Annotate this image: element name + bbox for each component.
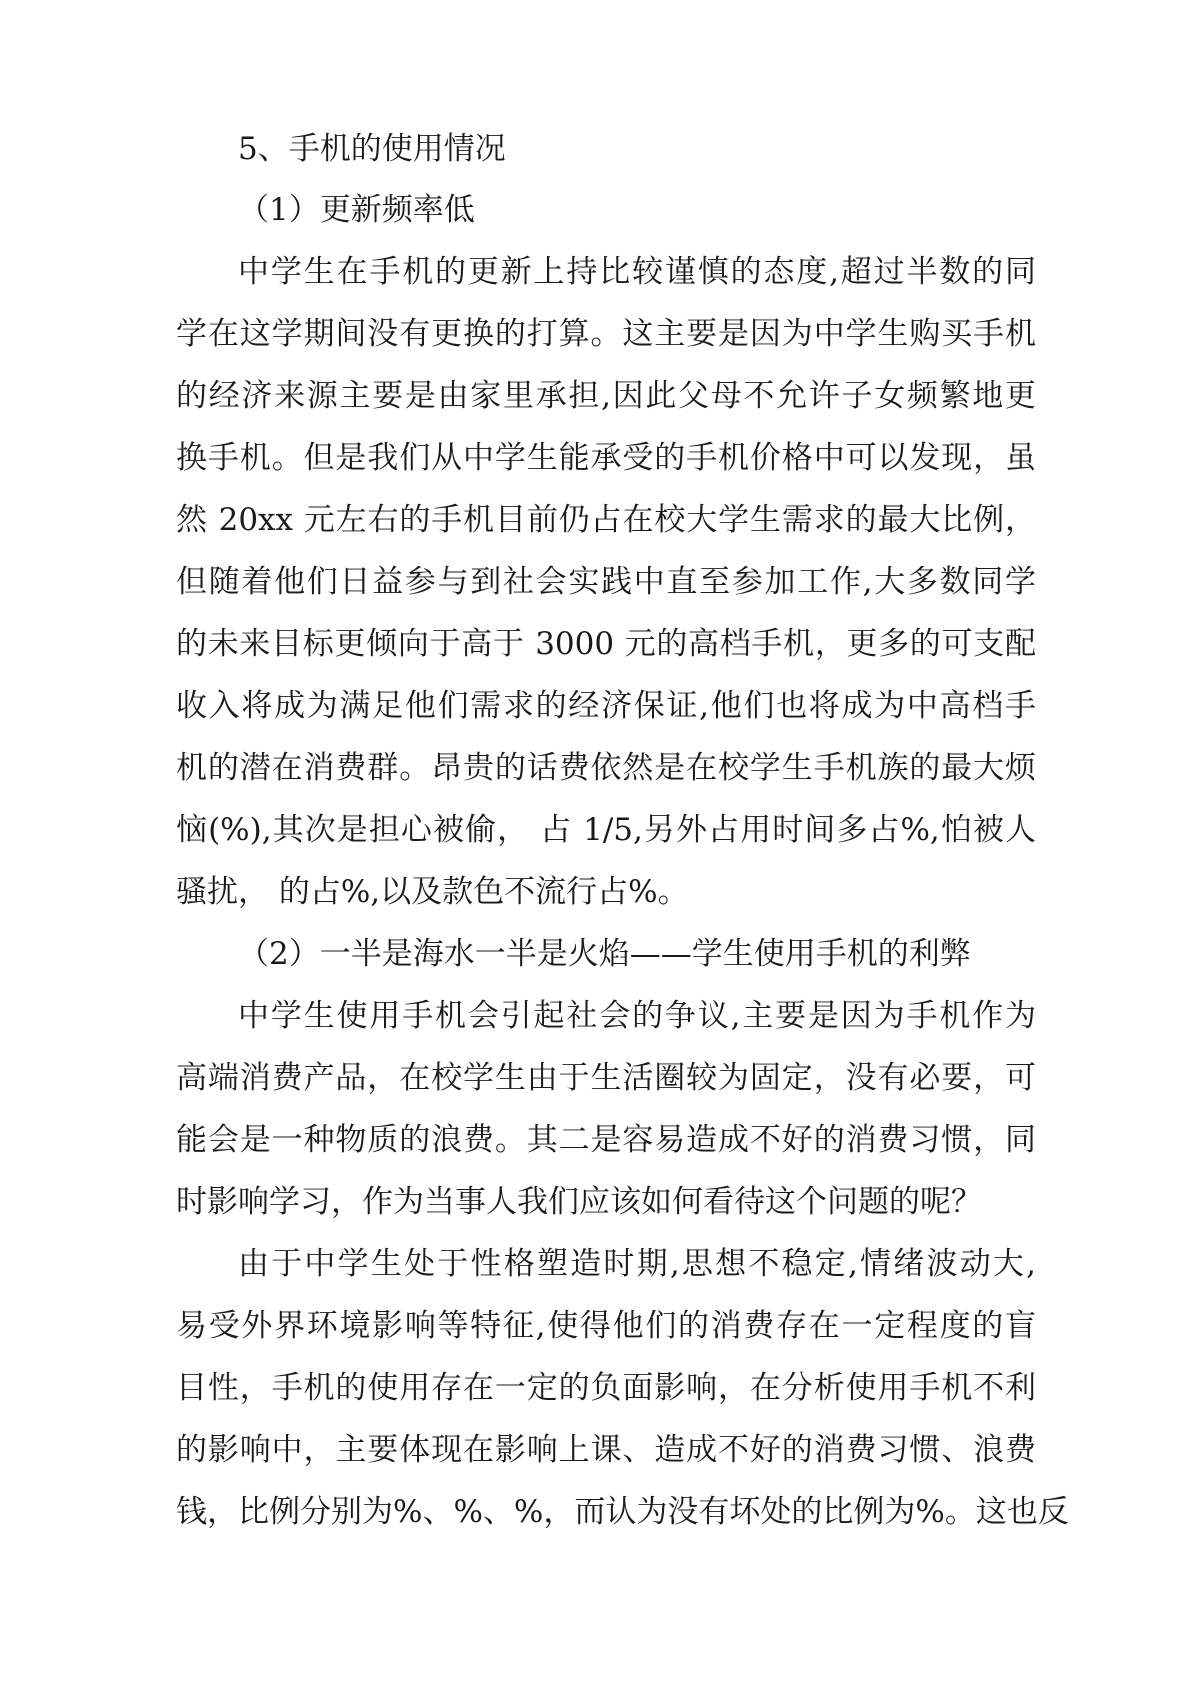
paragraph-line: 目性，手机的使用存在一定的负面影响，在分析使用手机不利 [176,1370,1036,1406]
paragraph-line: 骚扰， 的占%,以及款色不流行占%。 [176,874,689,910]
paragraph-line: 易受外界环境影响等特征,使得他们的消费存在一定程度的盲 [176,1308,1036,1344]
paragraph-line: 但随着他们日益参与到社会实践中直至参加工作,大多数同学 [176,564,1036,600]
paragraph-line: 高端消费产品，在校学生由于生活圈较为固定，没有必要，可 [176,1060,1036,1096]
section-heading: 5、手机的使用情况 [238,131,506,167]
paragraph-line: 然 20xx 元左右的手机目前仍占在校大学生需求的最大比例， [176,502,1036,538]
paragraph-line: 中学生使用手机会引起社会的争议,主要是因为手机作为 [238,998,1036,1034]
paragraph-line: 时影响学习，作为当事人我们应该如何看待这个问题的呢？ [176,1184,982,1220]
paragraph-line: 中学生在手机的更新上持比较谨慎的态度,超过半数的同 [238,254,1036,290]
paragraph-line: 换手机。但是我们从中学生能承受的手机价格中可以发现，虽 [176,440,1036,476]
subsection-heading: （1）更新频率低 [238,192,475,228]
paragraph-line: 恼(%),其次是担心被偷， 占 1/5,另外占用时间多占%,怕被人 [176,812,1036,848]
paragraph-line: 的影响中，主要体现在影响上课、造成不好的消费习惯、浪费 [176,1432,1036,1468]
paragraph-line: 机的潜在消费群。昂贵的话费依然是在校学生手机族的最大烦 [176,750,1036,786]
paragraph-line: 的未来目标更倾向于高于 3000 元的高档手机，更多的可支配 [176,626,1036,662]
paragraph-line: 的经济来源主要是由家里承担,因此父母不允许子女频繁地更 [176,378,1036,414]
paragraph-line: 由于中学生处于性格塑造时期,思想不稳定,情绪波动大, [238,1246,1036,1282]
paragraph-line: 学在这学期间没有更换的打算。这主要是因为中学生购买手机 [176,316,1036,352]
paragraph-line: 钱，比例分别为%、%、%，而认为没有坏处的比例为%。这也反 [176,1494,1069,1530]
paragraph-line: 能会是一种物质的浪费。其二是容易造成不好的消费习惯，同 [176,1122,1036,1158]
subsection-heading: （2）一半是海水一半是火焰——学生使用手机的利弊 [238,936,971,972]
paragraph-line: 收入将成为满足他们需求的经济保证,他们也将成为中高档手 [176,688,1036,724]
